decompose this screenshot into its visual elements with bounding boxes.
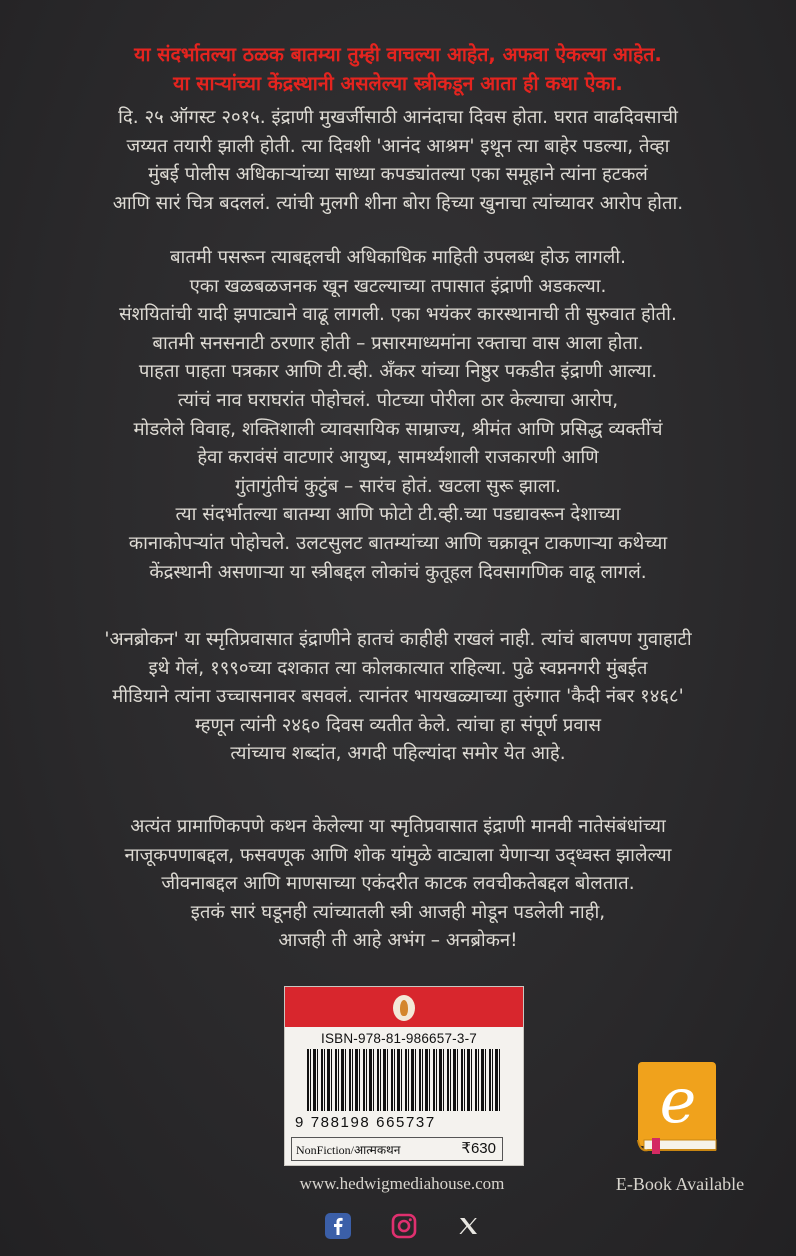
svg-text:e: e — [659, 1064, 697, 1137]
blurb-line: त्यांचं नाव घराघरांत पोहोचलं. पोटच्या पोरीला ठार केल्याचा आरोप, — [177, 389, 619, 411]
blurb-line: गुंतागुंतीचं कुटुंब – सारंच होतं. खटला सुरू झाला. — [234, 475, 562, 497]
blurb-line: केंद्रस्थानी असणाऱ्या या स्त्रीबद्दल लोकांचं कुतूहल दिवसागणिक वाढू लागलं. — [149, 561, 647, 583]
blurb-line: संशयितांची यादी झपाट्याने वाढू लागली. एका भयंकर कारस्थानाची ती सुरुवात होती. — [119, 304, 677, 326]
x-icon[interactable] — [454, 1212, 482, 1240]
barcode-digits: 9 788198 665737 — [295, 1114, 436, 1131]
book-category: NonFiction/आत्मकथन — [296, 1143, 401, 1157]
blurb-paragraph-1 — [0, 104, 796, 218]
blurb-line: मोडलेले विवाह, शक्तिशाली व्यावसायिक साम्राज्य, श्रीमंत आणि प्रसिद्ध व्यक्तींचं — [133, 418, 663, 440]
blurb-paragraph-2 — [0, 244, 796, 587]
instagram-icon[interactable] — [390, 1212, 418, 1240]
blurb-line: हेवा करावंसं वाटणारं आयुष्य, सामर्थ्यशाली राजकारणी आणि — [197, 447, 599, 469]
blurb-line: त्या संदर्भातल्या बातम्या आणि फोटो टी.व्ही.च्या पडद्यावरून देशाच्या — [175, 504, 621, 526]
blurb-line: त्यांच्याच शब्दांत, अगदी पहिल्यांदा समोर येत आहे. — [230, 743, 566, 765]
blurb-line: मुंबई पोलीस अधिकाऱ्यांच्या साध्या कपड्यांतल्या एका समूहाने त्यांना हटकलं — [148, 164, 648, 186]
blurb-line: इतकं सारं घडूनही त्यांच्यातली स्त्री आजही मोडून पडलेली नाही, — [190, 901, 606, 923]
blurb-line: म्हणून त्यांनी २४६० दिवस व्यतीत केले. त्यांचा हा संपूर्ण प्रवास — [195, 714, 601, 736]
isbn-label: ISBN-978-81-986657-3-7 — [321, 1031, 477, 1046]
blurb-line: अत्यंत प्रामाणिकपणे कथन केलेल्या या स्मृतिप्रवासात इंद्राणी मानवी नातेसंबंधांच्या — [130, 816, 666, 837]
blurb-line: जय्यत तयारी झाली होती. त्या दिवशी 'आनंद आश्रम' इथून त्या बाहेर पडल्या, तेव्हा — [126, 135, 670, 157]
ebook-available-label: E-Book Available — [615, 1174, 745, 1194]
blurb-line: दि. २५ ऑगस्ट २०१५. इंद्राणी मुखर्जीसाठी आनंदाचा दिवस होता. घरात वाढदिवसाची — [118, 107, 678, 128]
publisher-band — [285, 987, 523, 1027]
blurb-line: आजही ती आहे अभंग – अनब्रोकन! — [278, 930, 518, 952]
price-row — [291, 1137, 503, 1161]
blurb-line: बातमी पसरून त्याबद्दलची अधिकाधिक माहिती उपलब्ध होऊ लागली. — [169, 247, 627, 268]
facebook-icon[interactable] — [324, 1212, 352, 1240]
blurb-line: नाजूकपणाबद्दल, फसवणूक आणि शोक यांमुळे वाट्याला येणाऱ्या उद्ध्वस्त झालेल्या — [124, 844, 672, 866]
ebook-icon — [636, 1060, 720, 1156]
tagline-line: या संदर्भातल्या ठळक बातम्या तुम्ही वाचल्या आहेत, अफवा ऐकल्या आहेत. — [134, 43, 662, 66]
tagline-line: या साऱ्यांच्या केंद्रस्थानी असलेल्या स्त्रीकडून आता ही कथा ऐका. — [173, 72, 623, 95]
blurb-line: मीडियाने त्यांना उच्चासनावर बसवलं. त्यानंतर भायखळ्याच्या तुरुंगात 'कैदी नंबर १४६८' — [112, 686, 684, 708]
blurb-line: इथे गेलं, १९९०च्या दशकात त्या कोलकात्यात राहिल्या. पुढे स्वप्ननगरी मुंबईत — [148, 657, 648, 679]
blurb-paragraph-4 — [0, 813, 796, 956]
blurb-line: कानाकोपऱ्यांत पोहोचले. उलटसुलट बातम्यांच्या आणि चक्रावून टाकणाऱ्या कथेच्या — [128, 532, 668, 554]
barcode — [307, 1049, 503, 1111]
blurb-line: 'अनब्रोकन' या स्मृतिप्रवासात इंद्राणीने हातचं काहीही राखलं नाही. त्यांचं बालपण गुवाहाटी — [104, 629, 692, 650]
blurb-line: बातमी सनसनाटी ठरणार होती – प्रसारमाध्यमांना रक्ताचा वास आला होता. — [152, 332, 644, 354]
blurb-line: पाहता पाहता पत्रकार आणि टी.व्ही. अँकर यांच्या निष्ठुर पकडीत इंद्राणी आल्या. — [138, 361, 658, 383]
isbn-barcode-box — [284, 986, 524, 1166]
blurb-line: आणि सारं चित्र बदललं. त्यांची मुलगी शीना बोरा हिच्या खुनाचा त्यांच्यावर आरोप होता. — [112, 192, 684, 214]
publisher-website-link[interactable]: www.hedwigmediahouse.com — [299, 1174, 505, 1193]
penguin-logo-icon — [393, 995, 415, 1021]
blurb-line: जीवनाबद्दल आणि माणसाच्या एकंदरीत काटक लवचीकतेबद्दल बोलतात. — [161, 873, 635, 895]
tagline — [0, 40, 796, 98]
blurb-line: एका खळबळजनक खून खटल्याच्या तपासात इंद्राणी अडकल्या. — [189, 275, 607, 297]
blurb-paragraph-3 — [0, 626, 796, 769]
book-price: ₹630 — [461, 1140, 496, 1157]
